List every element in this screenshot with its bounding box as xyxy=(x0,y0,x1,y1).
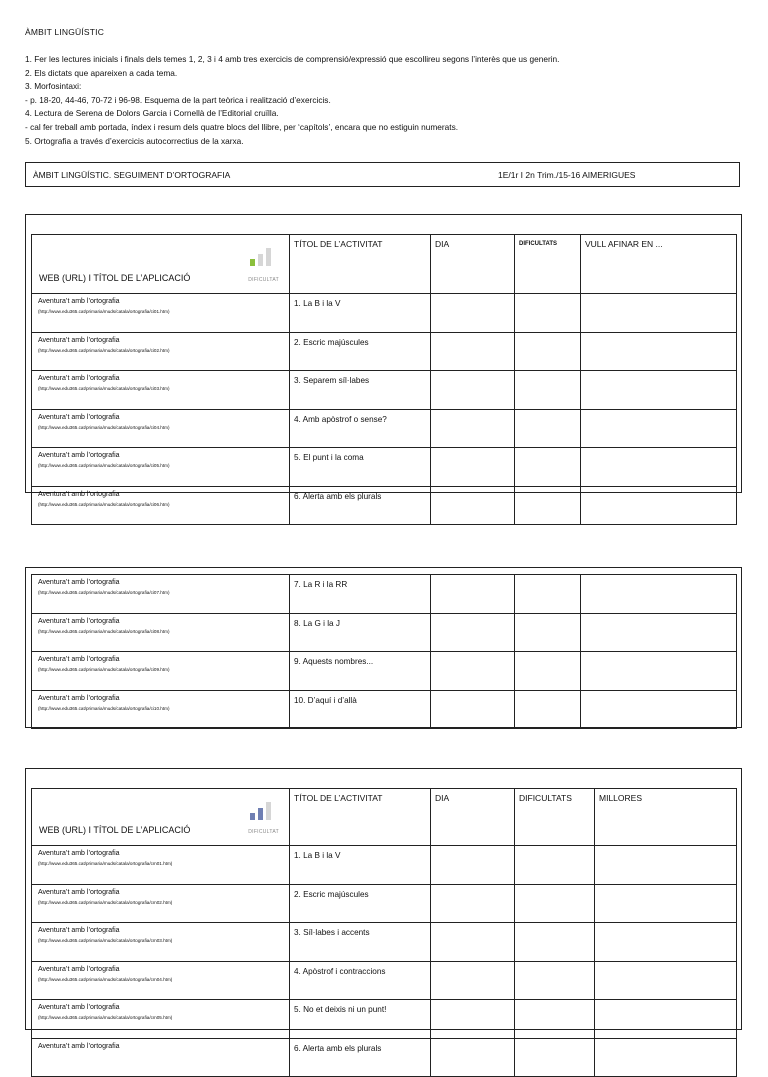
activity-cell: 4. Apòstrof i contraccions xyxy=(290,961,431,1000)
improvements-cell[interactable] xyxy=(595,1038,737,1077)
day-cell[interactable] xyxy=(431,923,515,962)
improvements-cell[interactable] xyxy=(595,1000,737,1039)
difficulties-cell[interactable] xyxy=(515,294,581,333)
web-cell xyxy=(32,1000,290,1039)
table-header-row xyxy=(32,235,737,294)
web-cell xyxy=(32,884,290,923)
table-row xyxy=(32,575,737,614)
improvements-cell[interactable] xyxy=(595,846,737,885)
day-cell[interactable] xyxy=(431,294,515,333)
web-cell xyxy=(32,923,290,962)
web-cell xyxy=(32,332,290,371)
app-url: (http://www.edu365.cat/primaria/muds/catala/ortografia/ci10.htm) xyxy=(38,705,170,711)
difficulties-cell[interactable] xyxy=(515,371,581,410)
day-cell[interactable] xyxy=(431,575,515,614)
day-cell[interactable] xyxy=(431,652,515,691)
tracking-banner xyxy=(25,162,740,187)
app-url: (http://www.edu365.cat/primaria/muds/catala/ortografia/ci09.htm) xyxy=(38,667,170,672)
difficulties-cell[interactable] xyxy=(515,332,581,371)
improve-cell[interactable] xyxy=(581,575,737,614)
activity-cell: 10. D’aquí i d’allà xyxy=(290,690,431,729)
improvements-header: MILLORES xyxy=(595,789,737,846)
difficulties-header: DIFICULTATS xyxy=(515,789,595,846)
web-cell xyxy=(32,294,290,333)
improvements-cell[interactable] xyxy=(595,961,737,1000)
day-cell[interactable] xyxy=(431,961,515,1000)
difficulty-bars-icon xyxy=(249,799,277,823)
difficulties-cell[interactable] xyxy=(515,690,581,729)
web-cell xyxy=(32,486,290,525)
day-header: DIA xyxy=(431,789,515,846)
improve-cell[interactable] xyxy=(581,332,737,371)
table-frame-1 xyxy=(25,214,742,507)
instruction-item: 3. Morfosintaxi: xyxy=(25,81,82,92)
activity-cell: 6. Alerta amb els plurals xyxy=(290,486,431,525)
improve-cell[interactable] xyxy=(581,294,737,333)
activity-cell: 9. Aquests nombres... xyxy=(290,652,431,691)
web-cell xyxy=(32,371,290,410)
instruction-item: 1. Fer les lectures inicials i finals dels temes 1, 2, 3 i 4 amb tres exercicis de comprensió/expressió que escollireu segons l’interès que us generin. xyxy=(25,54,560,64)
table-row xyxy=(32,961,737,1000)
difficulties-cell[interactable] xyxy=(515,486,581,525)
activity-cell: 3. Síl·labes i accents xyxy=(290,923,431,962)
app-title: Aventura’t amb l’ortografia xyxy=(38,927,120,934)
web-cell xyxy=(32,613,290,652)
table-row xyxy=(32,1000,737,1039)
table-row xyxy=(32,486,737,525)
difficulties-cell[interactable] xyxy=(515,846,595,885)
table-row xyxy=(32,371,737,410)
difficulty-bars-icon xyxy=(249,245,277,269)
app-title: Aventura’t amb l’ortografia xyxy=(38,579,120,586)
page-title: ÀMBIT LINGÜÍSTIC xyxy=(25,27,105,37)
icon-bar xyxy=(266,802,271,820)
banner-title: ÀMBIT LINGÜÍSTIC. SEGUIMENT D’ORTOGRAFIA xyxy=(33,170,231,180)
app-title: Aventura’t amb l’ortografia xyxy=(38,694,120,702)
difficulties-cell[interactable] xyxy=(515,1038,595,1077)
instructions-list xyxy=(25,53,745,148)
app-url: (http://www.edu365.cat/primaria/muds/catala/ortografia/cm03.htm) xyxy=(38,938,173,943)
app-url: (http://www.edu365.cat/primaria/muds/catala/ortografia/cm04.htm) xyxy=(38,976,173,982)
activity-cell: 2. Escric majúscules xyxy=(290,884,431,923)
improve-header: VULL AFINAR EN ... xyxy=(581,235,737,294)
icon-bar xyxy=(258,254,263,266)
app-url: (http://www.edu365.cat/primaria/muds/catala/ortografia/ci06.htm) xyxy=(38,501,170,507)
app-title: Aventura’t amb l’ortografia xyxy=(38,375,120,382)
difficulties-cell[interactable] xyxy=(515,409,581,448)
table-row xyxy=(32,613,737,652)
icon-bar xyxy=(250,259,255,266)
day-cell[interactable] xyxy=(431,1000,515,1039)
difficulties-cell[interactable] xyxy=(515,448,581,487)
improve-cell[interactable] xyxy=(581,448,737,487)
web-cell xyxy=(32,1038,290,1077)
app-url: (http://www.edu365.cat/primaria/muds/catala/ortografia/ci02.htm) xyxy=(38,347,170,353)
day-cell[interactable] xyxy=(431,690,515,729)
day-cell[interactable] xyxy=(431,448,515,487)
app-title: Aventura’t amb l’ortografia xyxy=(38,452,120,459)
day-header: DIA xyxy=(431,235,515,294)
app-url: (http://www.edu365.cat/primaria/muds/catala/ortografia/ci08.htm) xyxy=(38,628,170,634)
app-url: (http://www.edu365.cat/primaria/muds/catala/ortografia/cm02.htm) xyxy=(38,899,173,905)
day-cell[interactable] xyxy=(431,332,515,371)
table-row xyxy=(32,294,737,333)
app-title: Aventura’t amb l’ortografia xyxy=(38,490,120,498)
app-title: Aventura’t amb l’ortografia xyxy=(38,298,120,305)
instruction-item: - cal fer treball amb portada, índex i resum dels quatre blocs del llibre, per ‘capítols’, encara que no estiguin numerats. xyxy=(25,121,459,132)
instruction-item: 5. Ortografia a través d’exercicis autocorrectius de la xarxa. xyxy=(25,135,244,146)
web-cell xyxy=(32,575,290,614)
web-header-label: WEB (URL) I TÍTOL DE L’APLICACIÓ xyxy=(39,825,191,835)
activity-cell: 1. La B i la V xyxy=(290,846,431,885)
app-title: Aventura’t amb l’ortografia xyxy=(38,888,120,896)
icon-bar xyxy=(258,808,263,820)
web-cell xyxy=(32,846,290,885)
app-url: (http://www.edu365.cat/primaria/muds/catala/ortografia/ci05.htm) xyxy=(38,463,170,468)
day-cell[interactable] xyxy=(431,371,515,410)
table-row xyxy=(32,448,737,487)
activity-cell: 1. La B i la V xyxy=(290,294,431,333)
difficulties-cell[interactable] xyxy=(515,575,581,614)
table-row xyxy=(32,846,737,885)
improve-cell[interactable] xyxy=(581,652,737,691)
table-row xyxy=(32,1038,737,1077)
improvements-cell[interactable] xyxy=(595,884,737,923)
app-title: Aventura’t amb l’ortografia xyxy=(38,336,120,344)
table-frame-2 xyxy=(25,567,742,728)
web-cell xyxy=(32,409,290,448)
improve-cell[interactable] xyxy=(581,613,737,652)
table-row xyxy=(32,690,737,729)
activity-cell: 5. El punt i la coma xyxy=(290,448,431,487)
app-title: Aventura’t amb l’ortografia xyxy=(38,1042,120,1050)
improvements-cell[interactable] xyxy=(595,923,737,962)
activity-title-header: TÍTOL DE L’ACTIVITAT xyxy=(290,235,431,294)
improve-cell[interactable] xyxy=(581,409,737,448)
instruction-item: 2. Els dictats que apareixen a cada tema. xyxy=(25,67,178,78)
improve-cell[interactable] xyxy=(581,690,737,729)
difficulty-icon-label: DIFICULTAT xyxy=(248,829,279,835)
activity-cell: 8. La G i la J xyxy=(290,613,431,652)
app-url: (http://www.edu365.cat/primaria/muds/catala/ortografia/cm05.htm) xyxy=(38,1015,173,1020)
app-title: Aventura’t amb l’ortografia xyxy=(38,850,120,857)
app-url: (http://www.edu365.cat/primaria/muds/catala/ortografia/ci07.htm) xyxy=(38,590,170,595)
day-cell[interactable] xyxy=(431,486,515,525)
difficulties-cell[interactable] xyxy=(515,884,595,923)
table-row xyxy=(32,884,737,923)
table-header-row xyxy=(32,789,737,846)
icon-bar xyxy=(266,248,271,266)
table-row xyxy=(32,923,737,962)
activities-table-1 xyxy=(31,234,737,525)
web-cell xyxy=(32,448,290,487)
activities-table-3 xyxy=(31,788,737,1077)
app-title: Aventura’t amb l’ortografia xyxy=(38,656,120,663)
web-header xyxy=(32,235,290,294)
difficulties-cell[interactable] xyxy=(515,652,581,691)
instruction-item: - p. 18-20, 44-46, 70-72 i 96-98. Esquema de la part teòrica i realització d’exercicis. xyxy=(25,94,331,105)
web-cell xyxy=(32,652,290,691)
app-title: Aventura’t amb l’ortografia xyxy=(38,413,120,421)
app-url: (http://www.edu365.cat/primaria/muds/catala/ortografia/ci04.htm) xyxy=(38,424,170,430)
activity-cell: 6. Alerta amb els plurals xyxy=(290,1038,431,1077)
table-row xyxy=(32,652,737,691)
web-header xyxy=(32,789,290,846)
day-cell[interactable] xyxy=(431,1038,515,1077)
activities-table-2 xyxy=(31,574,737,729)
day-cell[interactable] xyxy=(431,884,515,923)
web-cell xyxy=(32,690,290,729)
difficulties-cell[interactable] xyxy=(515,961,595,1000)
day-cell[interactable] xyxy=(431,613,515,652)
app-title: Aventura’t amb l’ortografia xyxy=(38,617,120,625)
difficulties-cell[interactable] xyxy=(515,923,595,962)
table-row xyxy=(32,409,737,448)
app-url: (http://www.edu365.cat/primaria/muds/catala/ortografia/ci01.htm) xyxy=(38,309,170,314)
instruction-item: 4. Lectura de Serena de Dolors Garcia i Cornellà de l’Editorial cruïlla. xyxy=(25,108,279,119)
day-cell[interactable] xyxy=(431,409,515,448)
activity-cell: 5. No et deixis ni un punt! xyxy=(290,1000,431,1039)
app-url: (http://www.edu365.cat/primaria/muds/catala/ortografia/ci03.htm) xyxy=(38,386,170,391)
banner-term: 1E/1r I 2n Trim./15-16 AIMERIGUES xyxy=(498,170,636,180)
icon-bar xyxy=(250,813,255,820)
activity-cell: 3. Separem síl·labes xyxy=(290,371,431,410)
difficulties-cell[interactable] xyxy=(515,1000,595,1039)
day-cell[interactable] xyxy=(431,846,515,885)
web-cell xyxy=(32,961,290,1000)
activity-cell: 2. Escric majúscules xyxy=(290,332,431,371)
activity-cell: 4. Amb apòstrof o sense? xyxy=(290,409,431,448)
improve-cell[interactable] xyxy=(581,371,737,410)
table-frame-3 xyxy=(25,768,742,1053)
difficulties-header: DIFICULTATS xyxy=(515,235,581,294)
difficulty-icon-label: DIFICULTAT xyxy=(248,277,279,283)
difficulties-cell[interactable] xyxy=(515,613,581,652)
improve-cell[interactable] xyxy=(581,486,737,525)
activity-title-header: TÍTOL DE L’ACTIVITAT xyxy=(290,789,431,846)
activity-cell: 7. La R i la RR xyxy=(290,575,431,614)
app-title: Aventura’t amb l’ortografia xyxy=(38,965,120,973)
app-url: (http://www.edu365.cat/primaria/muds/catala/ortografia/cm01.htm) xyxy=(38,861,173,866)
web-header-label: WEB (URL) I TÍTOL DE L’APLICACIÓ xyxy=(39,273,191,283)
table-row xyxy=(32,332,737,371)
app-title: Aventura’t amb l’ortografia xyxy=(38,1004,120,1011)
